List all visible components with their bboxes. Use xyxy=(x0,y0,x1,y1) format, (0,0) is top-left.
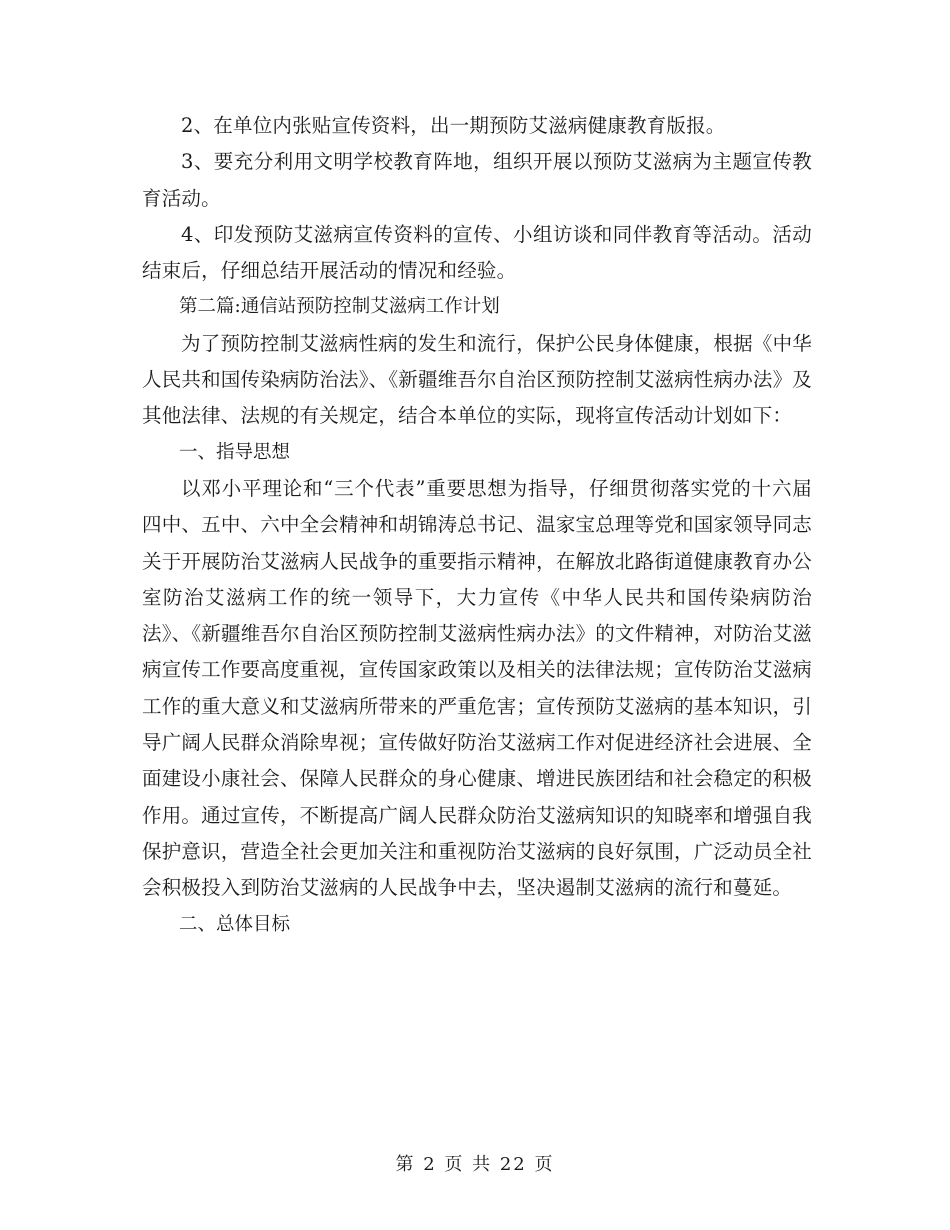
intro-paragraph: 为了预防控制艾滋病性病的发生和流行，保护公民身体健康，根据《中华人民共和国传染病防治法》、《新疆维吾尔自治区预防控制艾滋病性病办法》及其他法律、法规的有关规定，结合本单位的实际，现将宣传活动计划如下： xyxy=(142,331,813,428)
page-number-footer: 第 2 页 共 22 页 xyxy=(395,1154,555,1175)
section-title: 第二篇:通信站预防控制艾滋病工作计划 xyxy=(179,296,500,318)
document-body xyxy=(142,108,812,943)
paragraph-item-4: 4、印发预防艾滋病宣传资料的宣传、小组访谈和同伴教育等活动。活动结束后，仔细总结开展活动的情况和经验。 xyxy=(142,222,812,283)
guiding-ideology-paragraph: 以邓小平理论和“三个代表”重要思想为指导，仔细贯彻落实党的十六届四中、五中、六中全会精神和胡锦涛总书记、温家宝总理等党和国家领导同志关于开展防治艾滋病人民战争的重要指示精神，在解放北路街道健康教育办公室防治艾滋病工作的统一领导下，大力宣传《中华人民共和国传染病防治法》、《新疆维吾尔自治区预防控制艾滋病性病办法》的文件精神，对防治艾滋病宣传工作要高度重视，宣传国家政策以及相关的法律法规；宣传防治艾滋病工作的重大意义和艾滋病所带来的严重危害；宣传预防艾滋病的基本知识，引导广阔人民群众消除卑视；宣传做好防治艾滋病工作对促进经济社会进展、全面建设小康社会、保障人民群众的身心健康、增进民族团结和社会稳定的积极作用。通过宣传，不断提高广阔人民群众防治艾滋病知识的知晓率和增强自我保护意识，营造全社会更加关注和重视防治艾滋病的良好氛围，广泛动员全社会积极投入到防治艾滋病的人民战争中去，坚决遏制艾滋病的流行和蔓延。 xyxy=(142,476,813,900)
paragraph-item-3: 3、要充分利用文明学校教育阵地，组织开展以预防艾滋病为主题宣传教育活动。 xyxy=(142,150,812,210)
heading-guiding-ideology: 一、指导思想 xyxy=(179,441,291,463)
heading-overall-goal: 二、总体目标 xyxy=(179,913,291,935)
paragraph-item-2: 2、在单位内张贴宣传资料，出一期预防艾滋病健康教育版报。 xyxy=(181,114,726,137)
